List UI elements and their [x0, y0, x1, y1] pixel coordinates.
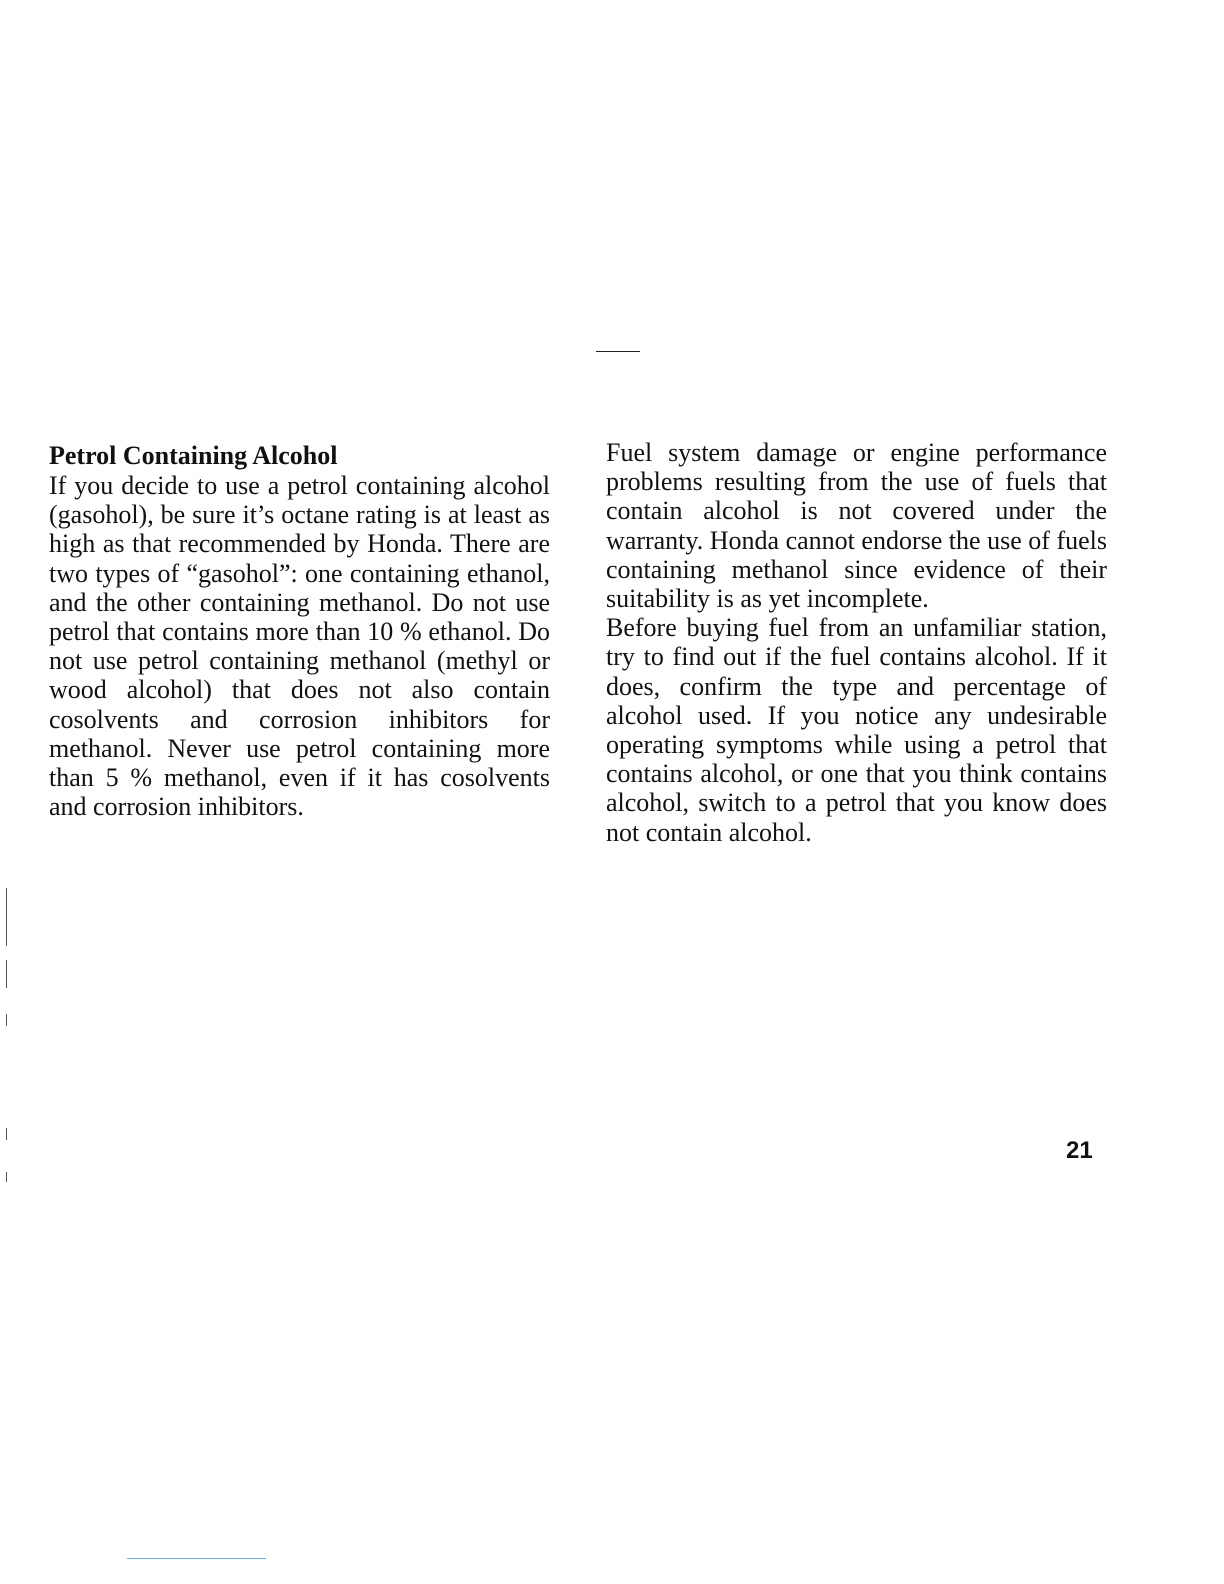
right-paragraph-2: Before buying fuel from an unfamiliar station, try to find out if the fuel contains alcohol. If it does, confirm the type and percentage of alcohol used. If you notice any undesirable operating symptoms while using a petrol that contains alcohol, or one that you think contains alcohol, switch to a petrol that you know does not contain alcohol.: [606, 613, 1107, 847]
scan-edge-mark: [6, 1172, 7, 1182]
section-heading: Petrol Containing Alcohol: [49, 441, 338, 470]
left-paragraph: If you decide to use a petrol containing alcohol (gasohol), be sure it’s octane rating is at least as high as that recommended by Honda. There are two types of “gasohol”: one containing ethanol, and the other containing methanol. Do not use petrol that contains more than 10 % ethanol. Do not use petrol containing methanol (methyl or wood alcohol) that does not also contain cosolvents and corrosion inhibitors for methanol. Never use petrol containing more than 5 % methanol, even if it has cosolvents and corrosion inhibitors.: [49, 471, 550, 822]
page-number: 21: [1066, 1137, 1093, 1164]
right-column: [606, 438, 1107, 847]
scan-edge-mark: [6, 1128, 7, 1140]
top-rule: [596, 351, 640, 352]
scan-edge-mark: [6, 888, 7, 946]
scan-edge-mark: [6, 960, 7, 988]
left-column: [49, 438, 550, 821]
scan-edge-mark: [6, 1014, 7, 1026]
right-paragraph-1: Fuel system damage or engine performance problems resulting from the use of fuels that contain alcohol is not covered under the warranty. Honda cannot endorse the use of fuels containing methanol since evidence of their suitability is as yet incomplete.: [606, 438, 1107, 614]
bottom-rule: [127, 1558, 266, 1559]
